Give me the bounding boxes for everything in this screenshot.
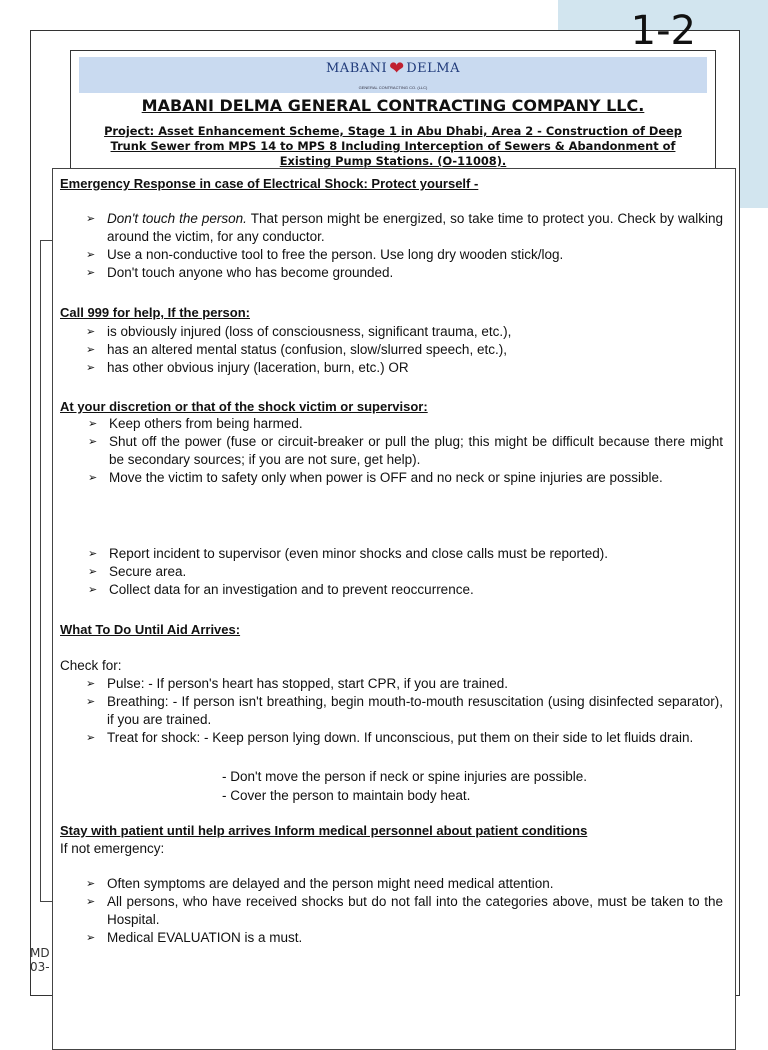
- stay-item: ➢ Medical EVALUATION is a must.: [60, 929, 723, 947]
- protect-item: ➢ Don't touch anyone who has become grounded.: [60, 264, 723, 282]
- footer-line-1: MD: [30, 946, 50, 960]
- company-logo: [326, 57, 460, 79]
- call-item: ➢ has an altered mental status (confusion, slow/slurred speech, etc.),: [60, 341, 723, 359]
- call-item: ➢ has other obvious injury (laceration, burn, etc.) OR: [60, 359, 723, 377]
- page-number: 1-2: [630, 8, 696, 54]
- stay-item: ➢ All persons, who have received shocks but do not fall into the categories above, must be taken to the Hospital.: [60, 893, 723, 929]
- company-name: MABANI DELMA GENERAL CONTRACTING COMPANY LLC.: [141, 96, 645, 115]
- call-item: ➢ is obviously injured (loss of consciousness, significant trauma, etc.),: [60, 323, 723, 341]
- footer-reference: [30, 946, 50, 974]
- discretion-item: ➢ Secure area.: [60, 563, 723, 581]
- protect-item: ➢ Use a non-conductive tool to free the person. Use long dry wooden stick/log.: [60, 246, 723, 264]
- logo-subtitle: GENERAL CONTRACTING CO. (LLC): [358, 85, 428, 90]
- discretion-item: ➢ Move the victim to safety only when power is OFF and no neck or spine injuries are possible.: [60, 469, 723, 487]
- aid-sub-item: - Don't move the person if neck or spine injuries are possible.: [222, 769, 588, 784]
- aid-item: ➢ Treat for shock: - Keep person lying down. If unconscious, put them on their side to let fluids drain.: [60, 729, 723, 747]
- emergency-procedure-page: [52, 168, 736, 1050]
- discretion-item: ➢ Collect data for an investigation and to prevent reoccurrence.: [60, 581, 723, 599]
- protect-item: [60, 210, 723, 246]
- aid-list: [60, 675, 723, 747]
- stay-item: ➢ Often symptoms are delayed and the person might need medical attention.: [60, 875, 723, 893]
- check-for-label: Check for:: [60, 658, 122, 673]
- project-title: Project: Asset Enhancement Scheme, Stage 1 in Abu Dhabi, Area 2 - Construction of Deep Trunk Sewer from MPS 14 to MPS 8 Including Interception of Sewers & Abandonment of Existing Pump Stations. (O-11008).: [104, 124, 682, 168]
- discretion-list-2: [60, 545, 723, 599]
- discretion-list: [60, 415, 723, 487]
- aid-heading: What To Do Until Aid Arrives:: [60, 622, 241, 637]
- discretion-item: ➢ Shut off the power (fuse or circuit-breaker or pull the plug; this might be difficult because there might be secondary sources; if you are not sure, get help).: [60, 433, 723, 469]
- aid-sub-item: - Cover the person to maintain body heat.: [222, 788, 471, 803]
- logo-mark-icon: ❤: [389, 57, 405, 79]
- protect-item-text: That person might be energized, so take time to protect you. Check by walking around the victim, for any conductor.: [107, 211, 724, 244]
- discretion-item: ➢ Report incident to supervisor (even minor shocks and close calls must be reported).: [60, 545, 723, 563]
- logo-right-text: DELMA: [406, 61, 460, 76]
- aid-item: ➢ Pulse: - If person's heart has stopped, start CPR, if you are trained.: [60, 675, 723, 693]
- logo-bar: [79, 57, 707, 93]
- protect-item-emphasis: Don't touch the person.: [107, 211, 247, 226]
- aid-item: ➢ Breathing: - If person isn't breathing, begin mouth-to-mouth resuscitation (using disinfected separator), if you are trained.: [60, 693, 723, 729]
- discretion-item: ➢ Keep others from being harmed.: [60, 415, 723, 433]
- call-heading: Call 999 for help, If the person:: [60, 305, 250, 320]
- stay-heading: Stay with patient until help arrives Inform medical personnel about patient conditions: [60, 823, 588, 838]
- footer-line-2: 03-: [30, 960, 50, 974]
- call-list: [60, 323, 723, 377]
- stay-list: [60, 875, 723, 947]
- protect-heading: Emergency Response in case of Electrical Shock: Protect yourself -: [60, 176, 479, 191]
- protect-list: [60, 210, 723, 282]
- discretion-heading: At your discretion or that of the shock victim or supervisor:: [60, 399, 428, 414]
- logo-left-text: MABANI: [326, 61, 388, 76]
- not-emergency-label: If not emergency:: [60, 841, 165, 856]
